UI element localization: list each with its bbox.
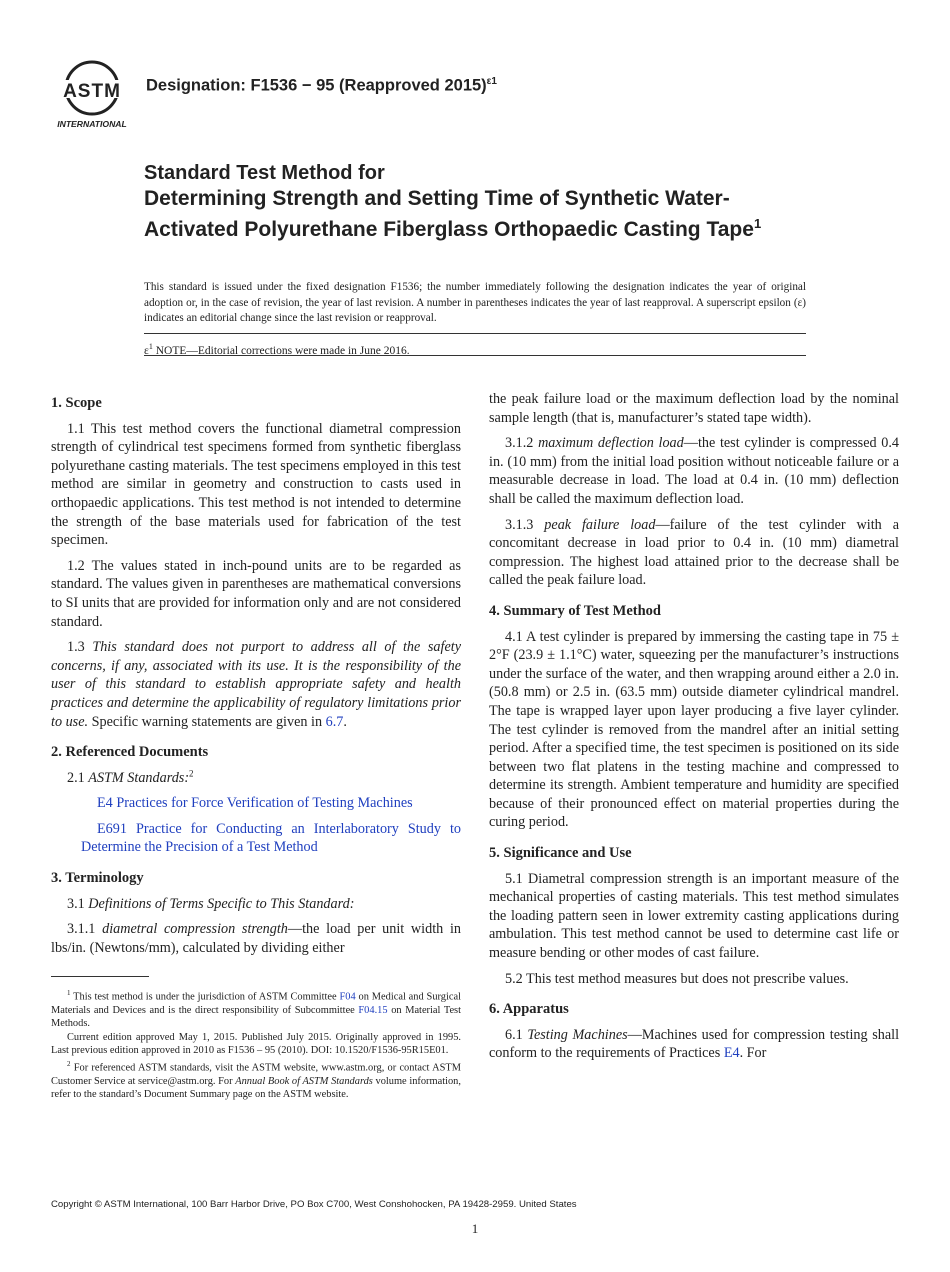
note-sup: 1 (148, 342, 153, 351)
terminology-p3-num: 3.1.2 (505, 435, 539, 452)
title-footnote-ref: 1 (753, 216, 762, 231)
section-heading-significance: 5. Significance and Use (489, 845, 632, 862)
scope-p3-num: 1.3 (67, 639, 93, 656)
link-e4[interactable]: E4 (723, 1045, 740, 1062)
logo-subtext: INTERNATIONAL (57, 119, 127, 129)
terminology-p1-num: 3.1 (67, 895, 89, 912)
link-6-7[interactable]: 6.7 (325, 713, 344, 730)
astm-standards-label (51, 769, 461, 788)
scope-p3 (51, 638, 461, 731)
footnote-1 (51, 987, 461, 1030)
terminology-p2-continued: the peak failure load or the maximum deflection load by the nominal sample length (that is, manufacturer’s stated tape width). (489, 391, 899, 426)
footnote-2-italic: Annual Book of ASTM Standards (235, 1076, 373, 1088)
document-title (144, 160, 824, 242)
footnote-1-b: on Medical and Surgical Materials and Devices and is the direct responsibility of Subcommittee (51, 991, 461, 1016)
footnote-2-sup: 2 (67, 1060, 71, 1069)
referenced-documents (51, 769, 461, 857)
section-heading-summary: 4. Summary of Test Method (489, 602, 661, 619)
section-heading-scope: 1. Scope (51, 395, 102, 411)
footnotes (51, 987, 461, 1103)
footnote-2-b: volume information, refer to the standard’s Document Summary page on the ASTM website. (51, 1076, 461, 1101)
astm-standards-italic: ASTM Standards: (88, 769, 190, 786)
page-number: 1 (471, 1221, 479, 1236)
apparatus-p1-end: . For (739, 1045, 767, 1062)
footnote-2-a: For referenced ASTM standards, visit the ASTM website, www.astm.org, or contact ASTM Customer Service at service@astm.org. For (51, 1062, 461, 1088)
intro-paragraph: This standard is issued under the fixed designation F1536; the number immediately following the designation indicates the year of original adoption or, in the case of revision, the year of last revision. A number in parentheses indicates the year of last reapproval. A superscript epsilon (ε) indicates an editorial change since the last revision or reapproval. (144, 281, 806, 325)
terminology-p1 (51, 895, 461, 914)
footnote-1-edition: Current edition approved May 1, 2015. Published July 2015. Originally approved in 1995. Last previous edition approved in 2010 as F1536 – 95 (2010). DOI: 10.1520/F1536-95R15E01. (51, 1032, 461, 1057)
title-main (144, 186, 824, 242)
title-line1: Standard Test Method for (144, 162, 385, 184)
astm-logo (52, 58, 134, 130)
section-heading-referenced: 2. Referenced Documents (51, 744, 209, 761)
logo-text: ASTM (63, 81, 121, 102)
note-bottom-rule (144, 355, 806, 356)
terminology-p3-italic: maximum deflection load (538, 435, 684, 452)
scope-p2: 1.2 The values stated in inch-pound units are to be regarded as standard. The values given in parentheses are mathematical conversions to SI units that are provided for information only and are not considered standard. (51, 557, 461, 630)
ref-e691-code[interactable]: E691 (97, 820, 127, 837)
footnote-2 (51, 1058, 461, 1101)
designation (146, 76, 497, 96)
footnote-1-sup: 1 (67, 989, 71, 997)
footnote-rule (51, 976, 149, 977)
astm-standards-sup: 2 (189, 767, 194, 778)
note-top-rule (144, 333, 806, 334)
terminology-p2-num: 3.1.1 (67, 921, 103, 938)
apparatus-p1-italic: Testing Machines (527, 1026, 628, 1043)
designation-text: Designation: F1536 − 95 (Reapproved 2015) (146, 76, 487, 95)
ref-e4[interactable] (51, 794, 461, 813)
terminology-p2-text: —the load per unit width in lbs/in. (Newtons/mm), calculated by dividing either (51, 921, 462, 956)
note-symbol: ε (144, 344, 149, 357)
terminology-p4-text: —failure of the test cylinder with a concomitant decrease in load prior to 0.4 in. (10 mm) diametral compression. The highest load attained prior to the decrease shall be called the peak failure load. (489, 516, 899, 589)
ref-e691[interactable] (51, 820, 461, 857)
astm-standards-num: 2.1 (67, 769, 89, 786)
scope-p3-italic: This standard does not purport to address all of the safety concerns, if any, associated with its use. It is the responsibility of the user of this standard to establish appropriate safety and health practices and determine the applicability of regulatory limitations prior to use. (51, 639, 461, 730)
note-text: NOTE—Editorial corrections were made in June 2016. (152, 344, 410, 357)
right-column (489, 390, 899, 1070)
terminology-p4-num: 3.1.3 (505, 516, 545, 533)
significance-p2: 5.2 This test method measures but does not prescribe values. (505, 970, 849, 987)
astm-logo-mark (52, 58, 134, 130)
terminology-p4-italic: peak failure load (544, 516, 656, 533)
section-heading-terminology: 3. Terminology (51, 870, 144, 887)
scope-p3-end: . (343, 713, 347, 730)
footnote-1-a: This test method is under the jurisdiction of ASTM Committee (70, 991, 340, 1003)
terminology-p4 (489, 516, 899, 590)
designation-sup: ε1 (486, 76, 497, 87)
title-main-text: Determining Strength and Setting Time of Synthetic Water-Activated Polyurethane Fiberglass Orthopaedic Casting Tape (144, 187, 754, 241)
link-f04[interactable]: F04 (339, 991, 356, 1003)
apparatus-p1-num: 6.1 (505, 1026, 528, 1043)
scope-p1: 1.1 This test method covers the functional diametral compression strength of cylindrical test specimens formed from synthetic fiberglass polyurethane casting materials. The test specimens employed in this test method are similar in geometry and construction to casts used in orthopaedic applications. This test method is not intended to determine the strength of the base materials used for fabrication of the test specimen. (51, 420, 461, 549)
ref-e691-text[interactable]: Practice for Conducting an Interlaboratory Study to Determine the Precision of a Test Method (81, 820, 461, 856)
terminology-p1-italic: Definitions of Terms Specific to This Standard: (88, 895, 355, 912)
terminology-p3 (489, 434, 899, 508)
significance-p1: 5.1 Diametral compression strength is an important measure of the mechanical properties of casting materials. This test method simulates the loading pattern seen in lower extremity casting applications during ambulation. This test method cannot be used to determine cast life or measure bending or other modes of cast failure. (489, 870, 899, 962)
summary-p1: 4.1 A test cylinder is prepared by immersing the casting tape in 75 ± 2°F (23.9 ± 1.1°C) water, squeezing per the manufacturer’s instructions under the surface of the water, and then wrapping around either a 2.0 in. (50.8 mm) or 2.5 in. (63.5 mm) outside diameter cylindrical mandrel. The tape is wrapped layer upon layer producing a five layer cylinder. The test cylinder is removed from the mandrel after an initial setting period. After a specified time, the test specimen is positioned on its side between two flat platens in the testing machine and compressed to determine its strength. Ambient temperature and humidity are specified because of their pronounced effect on material properties during the curing period. (489, 628, 899, 831)
scope-p3-tail: Specific warning statements are given in (88, 713, 326, 730)
left-column (51, 390, 461, 964)
section-heading-apparatus: 6. Apparatus (489, 1001, 569, 1018)
terminology-p3-text: —the test cylinder is compressed 0.4 in. (10 mm) from the initial load position without noticeable failure or a measurable decrease in load. The load at 0.4 in. (10 mm) deflection shall be called the maximum deflection load. (489, 435, 900, 507)
copyright-line: Copyright © ASTM International, 100 Barr Harbor Drive, PO Box C700, West Conshohocken, PA 19428-2959. United States (51, 1199, 577, 1210)
terminology-p2-italic: diametral compression strength (102, 921, 288, 938)
ref-e4-text[interactable]: Practices for Force Verification of Testing Machines (112, 795, 413, 812)
link-f04-15[interactable]: F04.15 (358, 1004, 388, 1016)
ref-e4-code[interactable]: E4 (97, 795, 113, 812)
footnote-1-c: on Material Test Methods. (51, 1004, 461, 1029)
terminology-p2 (51, 920, 461, 957)
apparatus-p1 (489, 1026, 899, 1063)
apparatus-p1-text: —Machines used for compression testing shall conform to the requirements of Practices (489, 1026, 900, 1062)
